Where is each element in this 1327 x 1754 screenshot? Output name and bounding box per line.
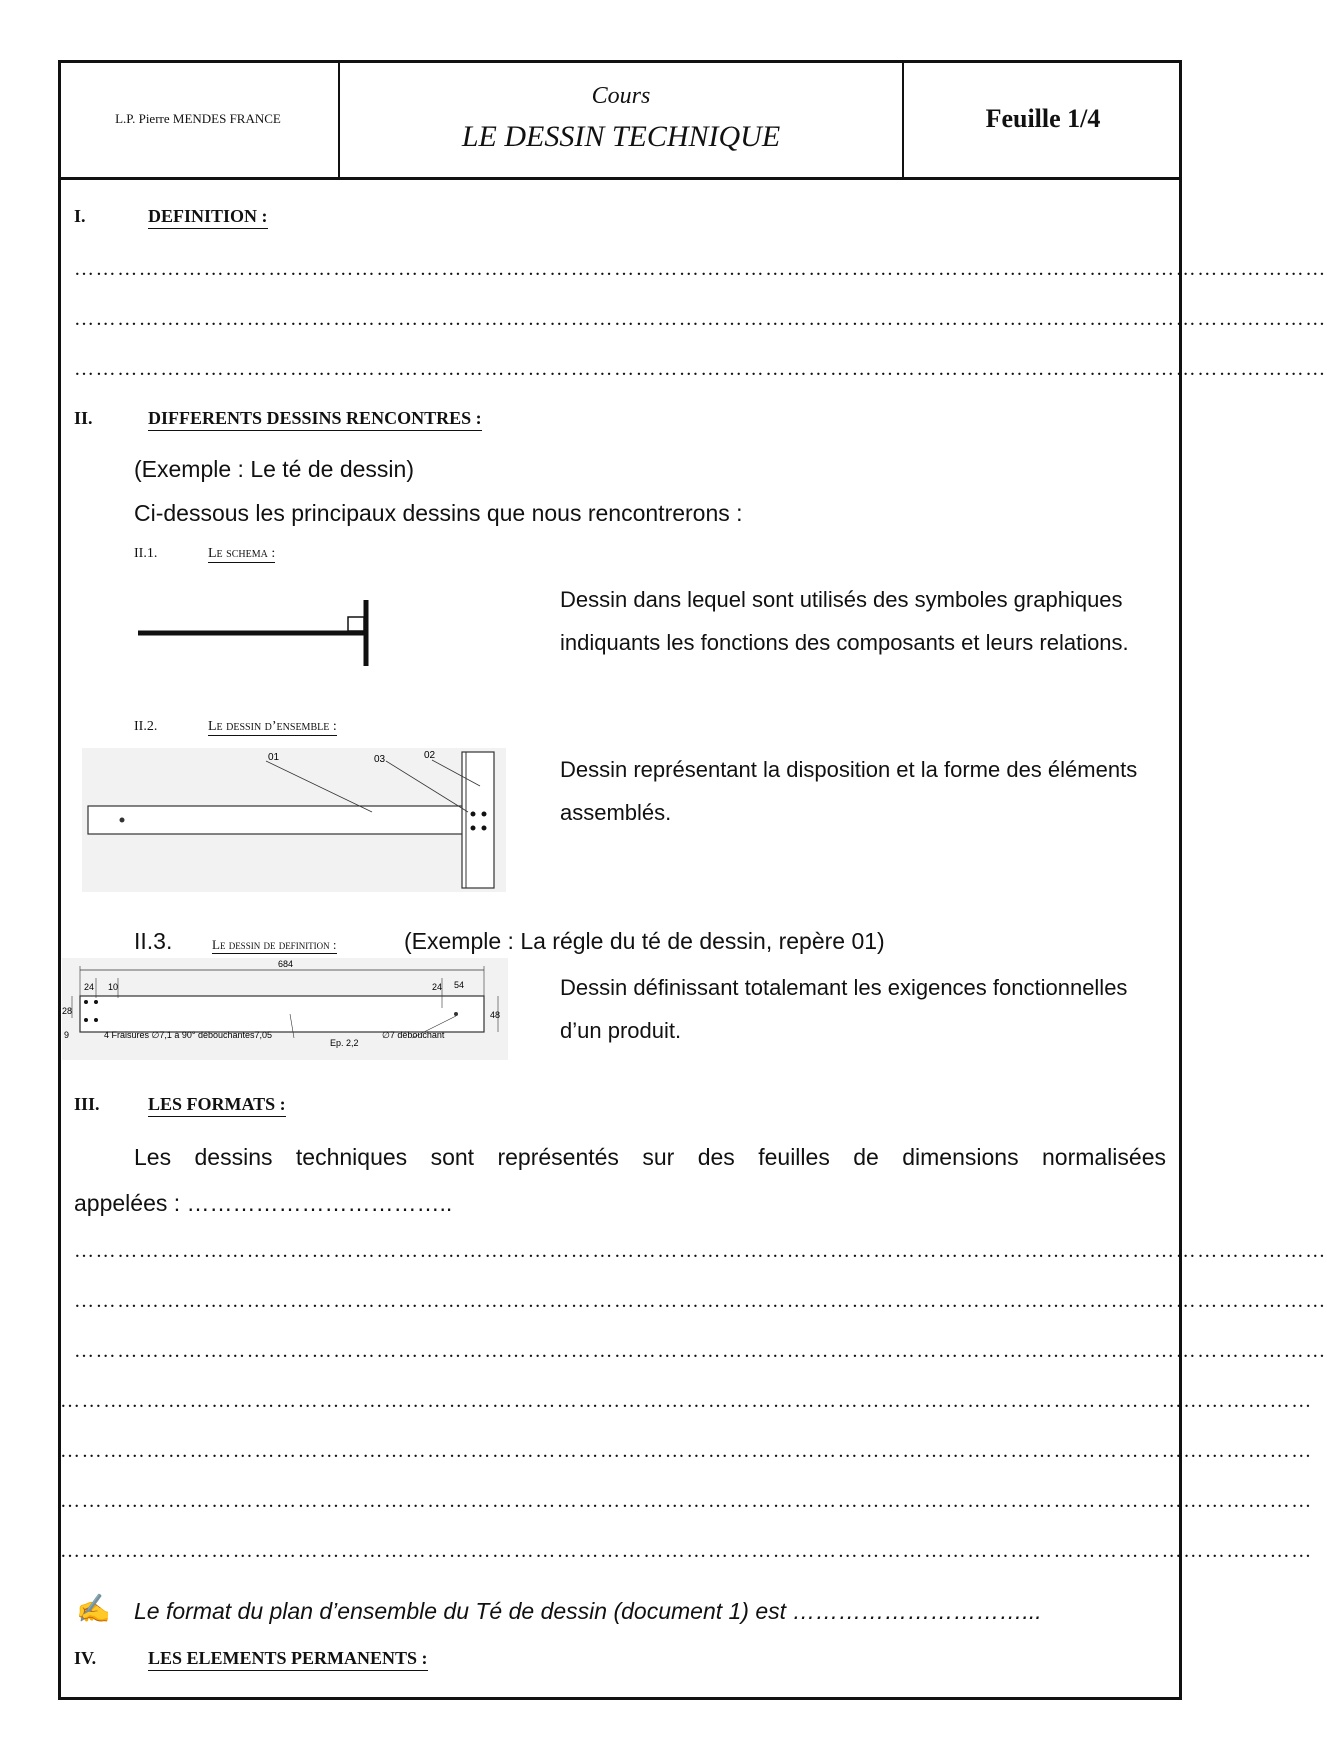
- sub-1-number: II.1.: [134, 546, 158, 561]
- header: [58, 60, 1182, 180]
- section-3-text: Les dessins techniques sont représentés sur des feuilles de dimensions normalisées: [134, 1144, 1166, 1170]
- writing-hand-icon: ✍: [76, 1593, 111, 1624]
- schema-figure: [130, 596, 390, 672]
- assembly-drawing-figure: [82, 748, 506, 892]
- sub-3-description: Dessin définissant totalemant les exigences fonctionnelles d’un produit.: [560, 975, 1128, 1043]
- section-1-number: I.: [74, 206, 86, 226]
- answer-line: …………………………………………………………………………………………………………………………………………………………: [74, 258, 1327, 280]
- dim-54: 54: [454, 980, 465, 990]
- dim-10: 10: [108, 982, 119, 992]
- sub-2-title: Le dessin d’ensemble :: [208, 719, 337, 734]
- sub-1-description: Dessin dans lequel sont utilisés des symboles graphiques indiquants les fonctions des composants et leurs relations.: [560, 587, 1129, 655]
- section-2-title: DIFFERENTS DESSINS RENCONTRES :: [148, 408, 482, 431]
- format-question: Le format du plan d’ensemble du Té de dessin (document 1) est …………………………...: [134, 1598, 1042, 1624]
- answer-line: …………………………………………………………………………………………………………………………………………………………: [74, 1340, 1327, 1362]
- section-3-number: III.: [74, 1094, 100, 1114]
- section-1-title: DEFINITION :: [148, 206, 268, 229]
- note-countersinks: 4 Fraisures ∅7,1 à 90° débouchantes7,05: [104, 1030, 273, 1040]
- answer-line: …………………………………………………………………………………………………………………………………………………………: [60, 1490, 1313, 1512]
- section-2-example: (Exemple : Le té de dessin): [134, 456, 414, 482]
- sub-3-title: Le dessin de definition :: [212, 937, 337, 952]
- sub-1-title: Le schema :: [208, 546, 276, 561]
- section-3-text-continued: appelées : ……………………………..: [74, 1190, 453, 1216]
- answer-line: …………………………………………………………………………………………………………………………………………………………: [74, 308, 1327, 330]
- section-2-intro: Ci-dessous les principaux dessins que nous rencontrerons :: [134, 500, 743, 526]
- answer-line: …………………………………………………………………………………………………………………………………………………………: [74, 358, 1327, 380]
- dim-9: 9: [64, 1030, 70, 1040]
- dim-48: 48: [490, 1010, 501, 1020]
- school-name: L.P. Pierre MENDES FRANCE: [58, 60, 340, 180]
- answer-line: …………………………………………………………………………………………………………………………………………………………: [74, 1240, 1327, 1262]
- course-label: Cours: [591, 83, 651, 109]
- note-thickness: Ep. 2,2: [330, 1038, 359, 1048]
- label-01: 01: [268, 752, 280, 763]
- sub-2-number: II.2.: [134, 719, 158, 734]
- answer-line: …………………………………………………………………………………………………………………………………………………………: [60, 1440, 1313, 1462]
- label-03: 03: [374, 754, 386, 765]
- title-cell: [340, 60, 904, 180]
- note-hole: ∅7 débouchant: [382, 1030, 445, 1040]
- label-02: 02: [424, 750, 436, 761]
- section-3-title: LES FORMATS :: [148, 1094, 286, 1117]
- section-2-number: II.: [74, 408, 93, 428]
- answer-line: …………………………………………………………………………………………………………………………………………………………: [60, 1390, 1313, 1412]
- dim-684: 684: [278, 959, 294, 969]
- answer-line: …………………………………………………………………………………………………………………………………………………………: [60, 1540, 1313, 1562]
- section-4-number: IV.: [74, 1648, 97, 1668]
- document-title: LE DESSIN TECHNIQUE: [461, 120, 781, 153]
- section-4-title: LES ELEMENTS PERMANENTS :: [148, 1648, 428, 1671]
- sub-3-example: (Exemple : La régle du té de dessin, repère 01): [404, 928, 885, 954]
- definition-drawing-figure: [62, 958, 508, 1060]
- sheet-number: Feuille 1/4: [904, 60, 1182, 180]
- answer-line: …………………………………………………………………………………………………………………………………………………………: [74, 1290, 1327, 1312]
- sub-2-description: Dessin représentant la disposition et la forme des éléments assemblés.: [560, 757, 1138, 825]
- dim-24-right: 24: [432, 982, 443, 992]
- dim-28: 28: [62, 1006, 73, 1016]
- sub-3-number: II.3.: [134, 928, 173, 954]
- dim-24: 24: [84, 982, 95, 992]
